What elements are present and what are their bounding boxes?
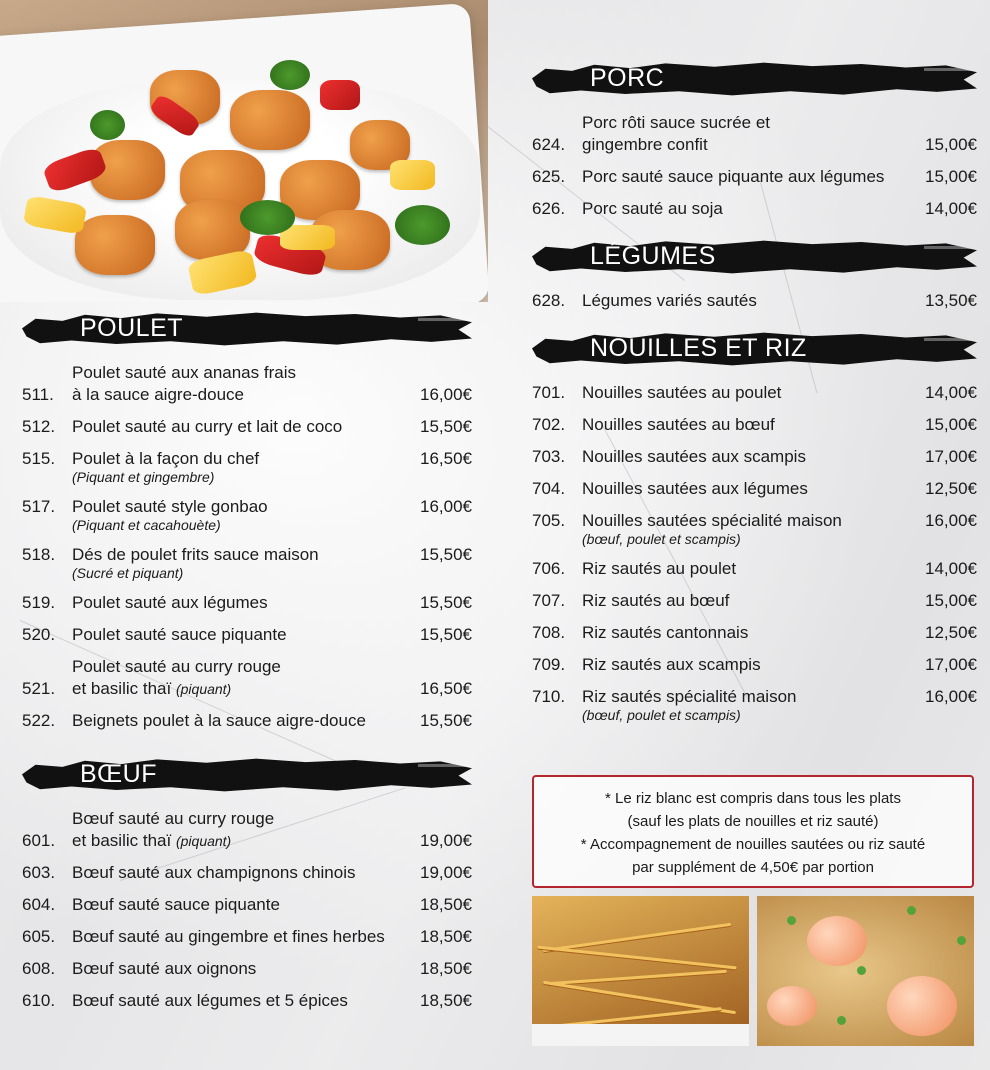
item-number: 708.: [532, 623, 566, 642]
section-header-porc: [532, 56, 977, 102]
item-name: Bœuf sauté sauce piquante: [72, 895, 280, 914]
menu-item: [22, 926, 472, 948]
item-name-continued: et basilic thaï (piquant): [72, 831, 232, 850]
menu-item: [532, 478, 977, 500]
item-price: 17,00€: [925, 447, 977, 466]
item-number: 519.: [22, 593, 56, 612]
item-number: 603.: [22, 863, 56, 882]
menu-item: [532, 198, 977, 220]
item-description: [72, 862, 410, 884]
menu-item: [22, 656, 472, 700]
menu-item: [532, 414, 977, 436]
item-number: 705.: [532, 511, 566, 530]
info-line: par supplément de 4,50€ par portion: [632, 859, 874, 876]
section-title: POULET: [80, 314, 184, 342]
item-number: 518.: [22, 545, 56, 564]
item-price: 15,50€: [420, 711, 472, 730]
item-name: Poulet sauté aux légumes: [72, 593, 268, 612]
item-number: 628.: [532, 291, 566, 310]
fried-noodles-photo: [532, 896, 749, 1046]
section-header-legumes: [532, 234, 977, 280]
item-name: Nouilles sautées au poulet: [582, 383, 782, 402]
menu-item: [532, 558, 977, 580]
item-description: [72, 592, 410, 614]
menu-item: [22, 592, 472, 614]
item-price: 16,00€: [420, 385, 472, 404]
item-name: Nouilles sautées aux légumes: [582, 479, 808, 498]
menu-item: [532, 446, 977, 468]
item-price: 18,50€: [420, 959, 472, 978]
item-price: 14,00€: [925, 383, 977, 402]
info-line: (sauf les plats de nouilles et riz sauté): [627, 813, 879, 830]
item-price: 19,00€: [420, 831, 472, 850]
menu-item: [22, 362, 472, 406]
menu-item: [22, 710, 472, 732]
menu-item: [532, 686, 977, 724]
item-name: Riz sautés au poulet: [582, 559, 737, 578]
item-number: 701.: [532, 383, 566, 402]
item-number: 703.: [532, 447, 566, 466]
item-price: 15,00€: [925, 591, 977, 610]
menu-item: [532, 654, 977, 676]
item-name: Nouilles sautées spécialité maison: [582, 511, 842, 530]
item-name: Poulet sauté au curry rouge: [72, 657, 281, 676]
menu-item: [532, 166, 977, 188]
item-number: 520.: [22, 625, 56, 644]
section-header-boeuf: [22, 752, 472, 798]
item-number: 610.: [22, 991, 56, 1010]
item-number: 521.: [22, 679, 56, 698]
section-title: PORC: [590, 64, 665, 92]
item-number: 517.: [22, 497, 56, 516]
item-price: 15,50€: [420, 625, 472, 644]
item-name: Bœuf sauté aux oignons: [72, 959, 257, 978]
item-price: 18,50€: [420, 991, 472, 1010]
item-name: Bœuf sauté au gingembre et fines herbes: [72, 927, 385, 946]
item-price: 18,50€: [420, 895, 472, 914]
item-description: [72, 926, 410, 948]
item-name: Bœuf sauté aux champignons chinois: [72, 863, 356, 882]
item-price: 15,50€: [420, 417, 472, 436]
item-description: [582, 510, 915, 548]
item-name: Beignets poulet à la sauce aigre-douce: [72, 711, 366, 730]
item-name-continued: à la sauce aigre-douce: [72, 385, 245, 404]
item-name: Riz sautés aux scampis: [582, 655, 761, 674]
item-number: 522.: [22, 711, 56, 730]
sweet-sour-chicken-photo: [0, 0, 488, 302]
item-name: Poulet sauté aux ananas frais: [72, 363, 296, 382]
item-description: [72, 710, 410, 732]
item-name: Riz sautés cantonnais: [582, 623, 749, 642]
menu-item: [532, 290, 977, 312]
item-note: (Sucré et piquant): [72, 565, 184, 581]
menu-item: [22, 958, 472, 980]
item-description: [72, 416, 410, 438]
item-note: (bœuf, poulet et scampis): [582, 531, 741, 547]
menu-list-boeuf: [22, 808, 472, 1012]
item-description: [72, 808, 410, 852]
item-number: 706.: [532, 559, 566, 578]
item-number: 624.: [532, 135, 566, 154]
item-number: 601.: [22, 831, 56, 850]
item-description: [72, 496, 410, 534]
item-note: (Piquant et gingembre): [72, 469, 215, 485]
item-price: 18,50€: [420, 927, 472, 946]
item-note: (piquant): [175, 833, 232, 849]
menu-item: [22, 448, 472, 486]
item-name: Porc sauté au soja: [582, 199, 723, 218]
item-description: [582, 112, 915, 156]
item-number: 704.: [532, 479, 566, 498]
menu-item: [22, 894, 472, 916]
item-price: 15,50€: [420, 593, 472, 612]
item-number: 605.: [22, 927, 56, 946]
item-note: (Piquant et cacahouète): [72, 517, 221, 533]
item-price: 13,50€: [925, 291, 977, 310]
item-description: [72, 448, 410, 486]
item-number: 626.: [532, 199, 566, 218]
item-price: 16,50€: [420, 449, 472, 468]
item-name: Poulet à la façon du chef: [72, 449, 260, 468]
item-note: (piquant): [175, 681, 232, 697]
item-name-continued: gingembre confit: [582, 135, 708, 154]
item-description: [582, 686, 915, 724]
menu-item: [22, 862, 472, 884]
item-price: 16,00€: [925, 687, 977, 706]
item-description: [582, 166, 915, 188]
menu-list-poulet: [22, 362, 472, 732]
item-name: Riz sautés spécialité maison: [582, 687, 797, 706]
menu-item: [532, 112, 977, 156]
item-description: [72, 656, 410, 700]
item-description: [72, 958, 410, 980]
item-number: 608.: [22, 959, 56, 978]
item-description: [582, 478, 915, 500]
item-number: 511.: [22, 385, 54, 404]
item-name: Nouilles sautées au bœuf: [582, 415, 775, 434]
shrimp-fried-rice-photo: [757, 896, 974, 1046]
menu-item: [22, 624, 472, 646]
right-column: [532, 56, 977, 734]
item-description: [582, 382, 915, 404]
item-price: 17,00€: [925, 655, 977, 674]
item-price: 16,00€: [925, 511, 977, 530]
item-note: (bœuf, poulet et scampis): [582, 707, 741, 723]
item-description: [72, 362, 410, 406]
section-title: NOUILLES ET RIZ: [590, 334, 807, 362]
section-title: BŒUF: [80, 760, 157, 788]
item-description: [72, 624, 410, 646]
item-name: Bœuf sauté au curry rouge: [72, 809, 275, 828]
menu-item: [22, 808, 472, 852]
menu-list-nouilles: [532, 382, 977, 724]
item-price: 12,50€: [925, 479, 977, 498]
item-name: Poulet sauté au curry et lait de coco: [72, 417, 343, 436]
item-description: [72, 894, 410, 916]
item-number: 625.: [532, 167, 566, 186]
item-price: 15,00€: [925, 167, 977, 186]
item-description: [582, 414, 915, 436]
info-note-box: [532, 775, 974, 888]
menu-item: [22, 416, 472, 438]
item-number: 710.: [532, 687, 566, 706]
item-name: Bœuf sauté aux légumes et 5 épices: [72, 991, 348, 1010]
menu-item: [532, 510, 977, 548]
item-description: [582, 654, 915, 676]
item-price: 16,00€: [420, 497, 472, 516]
item-name: Légumes variés sautés: [582, 291, 757, 310]
menu-item: [532, 590, 977, 612]
item-price: 14,00€: [925, 199, 977, 218]
left-column: [22, 306, 472, 1022]
section-header-nouilles: [532, 326, 977, 372]
item-description: [582, 198, 915, 220]
menu-item: [22, 544, 472, 582]
item-name: Poulet sauté sauce piquante: [72, 625, 287, 644]
info-line: * Accompagnement de nouilles sautées ou riz sauté: [580, 836, 926, 853]
item-name-continued: et basilic thaï (piquant): [72, 679, 232, 698]
item-price: 15,00€: [925, 135, 977, 154]
menu-list-porc: [532, 112, 977, 220]
item-name: Riz sautés au bœuf: [582, 591, 730, 610]
item-name: Dés de poulet frits sauce maison: [72, 545, 319, 564]
item-price: 15,50€: [420, 545, 472, 564]
menu-item: [22, 990, 472, 1012]
item-description: [582, 446, 915, 468]
plate-rim: [532, 1024, 749, 1046]
item-name: Porc sauté sauce piquante aux légumes: [582, 167, 885, 186]
info-line: * Le riz blanc est compris dans tous les plats: [605, 790, 901, 807]
menu-item: [532, 622, 977, 644]
item-price: 19,00€: [420, 863, 472, 882]
item-name: Porc rôti sauce sucrée et: [582, 113, 771, 132]
item-number: 604.: [22, 895, 56, 914]
section-header-poulet: [22, 306, 472, 352]
menu-list-legumes: [532, 290, 977, 312]
item-name: Poulet sauté style gonbao: [72, 497, 268, 516]
item-number: 709.: [532, 655, 566, 674]
item-name: Nouilles sautées aux scampis: [582, 447, 806, 466]
item-description: [582, 290, 915, 312]
menu-item: [532, 382, 977, 404]
item-price: 16,50€: [420, 679, 472, 698]
item-price: 15,00€: [925, 415, 977, 434]
item-number: 707.: [532, 591, 566, 610]
item-number: 702.: [532, 415, 566, 434]
item-description: [582, 622, 915, 644]
item-description: [582, 590, 915, 612]
item-price: 14,00€: [925, 559, 977, 578]
item-description: [72, 544, 410, 582]
item-number: 515.: [22, 449, 56, 468]
item-description: [72, 990, 410, 1012]
item-price: 12,50€: [925, 623, 977, 642]
section-title: LÉGUMES: [590, 242, 716, 270]
menu-item: [22, 496, 472, 534]
item-description: [582, 558, 915, 580]
item-number: 512.: [22, 417, 56, 436]
